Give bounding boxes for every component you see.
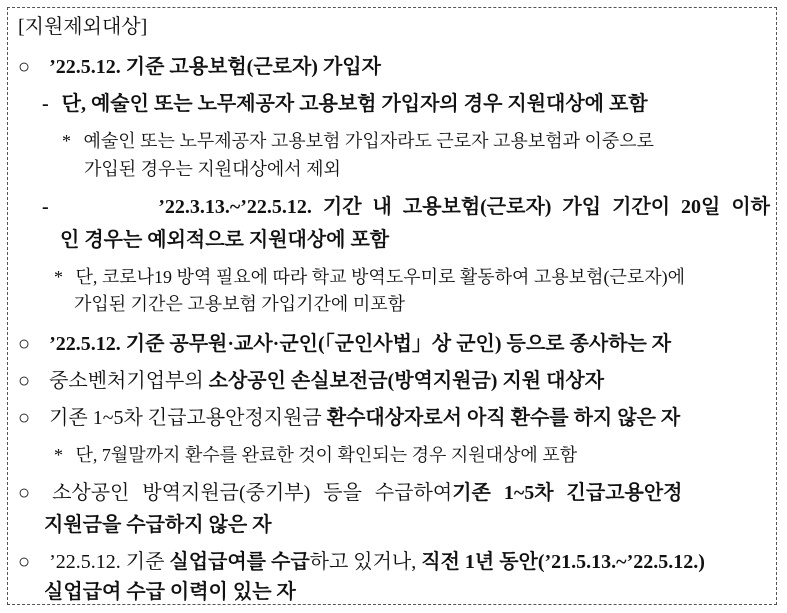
item-text: 단, 예술인 또는 노무제공자 고용보험 가입자의 경우 지원대상에 포함: [61, 93, 648, 115]
sub-item: [42, 91, 648, 117]
item-text: ’22.5.12. 기준 공무원·교사·군인(「군인사법」상 군인) 등으로 종사하는 자: [49, 333, 672, 355]
note-item: [54, 264, 685, 290]
note-text: 예술인 또는 노무제공자 고용보험 가입자라도 근로자 고용보험과 이중으로: [83, 131, 655, 151]
dash-bullet: -: [42, 196, 49, 218]
asterisk-bullet: *: [62, 131, 71, 151]
sub-item: [42, 194, 770, 220]
item-text-bold: 직전 1년 동안(’21.5.13.~’22.5.12.): [421, 551, 705, 573]
item-text: ’22.3.13.~’22.5.12. 기간 내 고용보험(근로자) 가입 기간이 20일 이하: [158, 196, 770, 218]
item-text-bold: 환수대상자로서 아직 환수를 하지 않은 자: [326, 407, 681, 429]
list-item-continuation: 지원금을 수급하지 않은 자: [44, 514, 272, 536]
circle-bullet: ○: [18, 370, 31, 392]
circle-bullet: ○: [18, 407, 31, 429]
list-item: [18, 480, 770, 506]
asterisk-bullet: *: [54, 267, 63, 287]
note-continuation: 가입된 기간은 고용보험 가입기간에 미포함: [74, 294, 405, 314]
note-text: 단, 7월말까지 환수를 완료한 것이 확인되는 경우 지원대상에 포함: [75, 445, 578, 465]
list-item: [18, 405, 680, 431]
item-text-bold: 기존 1~5차 긴급고용안정: [452, 482, 683, 504]
circle-bullet: ○: [18, 551, 31, 573]
note-item: [62, 128, 654, 154]
circle-bullet: ○: [18, 482, 31, 504]
list-item-continuation: 실업급여 수급 이력이 있는 자: [44, 581, 296, 603]
asterisk-bullet: *: [54, 445, 63, 465]
note-text: 단, 코로나19 방역 필요에 따라 학교 방역도우미로 활동하여 고용보험(근로자)에: [75, 267, 686, 287]
dash-bullet: -: [42, 93, 49, 115]
list-item: [18, 54, 381, 80]
list-item: [18, 368, 604, 394]
circle-bullet: ○: [18, 333, 31, 355]
circle-bullet: ○: [18, 56, 31, 78]
item-text: ’22.5.12. 기준 고용보험(근로자) 가입자: [49, 56, 381, 78]
item-text: ’22.5.12. 기준: [49, 551, 170, 573]
exclusion-box: [7, 7, 777, 605]
item-text: 중소벤처기업부의: [49, 370, 209, 392]
note-continuation: 가입된 경우는 지원대상에서 제외: [84, 159, 341, 179]
note-item: [54, 442, 577, 468]
item-text: 소상공인 방역지원금(중기부) 등을 수급하여: [52, 482, 453, 504]
section-header: [지원제외대상]: [18, 16, 148, 38]
item-text-bold: 소상공인 손실보전금(방역지원금) 지원 대상자: [208, 370, 605, 392]
list-item: [18, 331, 671, 357]
sub-item-continuation: 인 경우는 예외적으로 지원대상에 포함: [60, 229, 390, 251]
item-text: 하고 있거나,: [309, 551, 422, 573]
list-item: [18, 549, 705, 575]
item-text: 기존 1~5차 긴급고용안정지원금: [49, 407, 327, 429]
item-text-bold: 실업급여를 수급: [169, 551, 310, 573]
